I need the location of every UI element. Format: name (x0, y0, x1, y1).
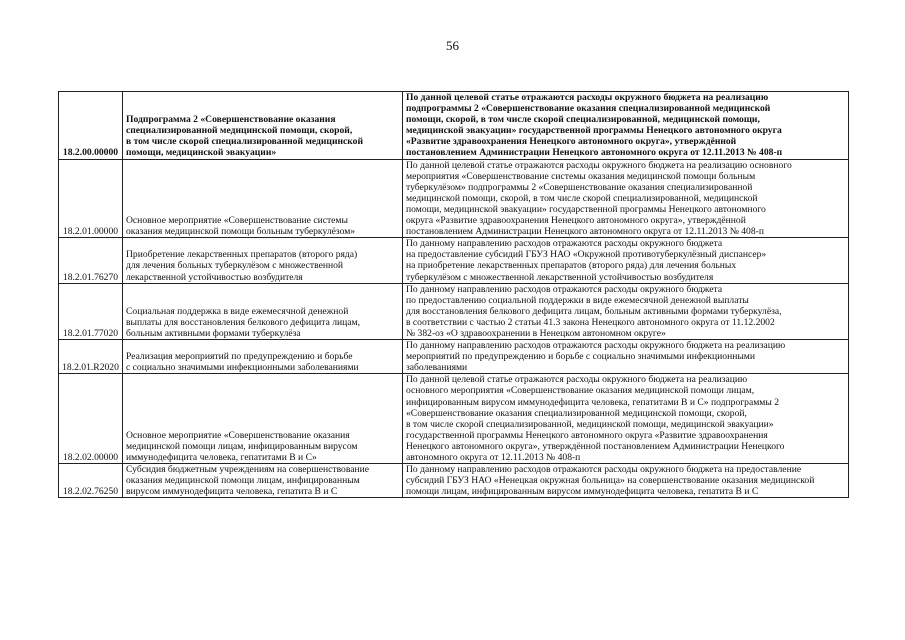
text-line: По данному направлению расходов отражаются расходы окружного бюджета (406, 238, 723, 250)
table-body (59, 92, 849, 498)
text-line: По данной целевой статье отражаются расходы окружного бюджета на реализацию (406, 374, 748, 386)
text-line: медицинской эвакуации» государственной программы Ненецкого автономного округа (406, 125, 782, 137)
text-line: Реализация мероприятий по предупреждению и борьбе (126, 351, 353, 363)
text-line: по предоставлению социальной поддержки в виде ежемесячной денежной выплаты (406, 294, 749, 306)
target-article-code: 18.2.02.00000 (59, 374, 123, 464)
target-article-description (403, 464, 849, 498)
text-line: иммунодефицита человека, гепатитами В и С» (126, 452, 317, 463)
text-line: оказания медицинской помощи больным туберкулёзом» (126, 226, 356, 238)
text-line: вирусом иммунодефицита человека, гепатита В и С (126, 486, 338, 498)
text-line: медицинской помощи, скорой, в том числе скорой специализированной, медицинской (406, 192, 758, 204)
text-line: заболеваниями (406, 362, 468, 374)
text-line: подпрограммы 2 «Совершенствование оказания специализированной медицинской (406, 103, 771, 115)
text-line: инфицированным вирусом иммунодефицита человека, гепатитами В и С» подпрограммы 2 (406, 396, 780, 408)
text-line: По данному направлению расходов отражаются расходы окружного бюджета на предоставление (406, 464, 802, 476)
text-line: для восстановления белкового дефицита лицам, больным активными формами туберкулёза, (406, 305, 782, 317)
text-line: оказания медицинской помощи лицам, инфицированным (126, 475, 360, 487)
text-line: По данной целевой статье отражаются расходы окружного бюджета на реализацию основного (406, 159, 792, 171)
text-line: в том числе скорой специализированной медицинской (126, 136, 363, 148)
target-article-description (403, 340, 849, 374)
text-line: округа «Развитие здравоохранения Ненецкого автономного округа», утверждённой (406, 215, 746, 227)
text-line: помощи, медицинской эвакуации» (126, 147, 277, 159)
text-line: Подпрограмма 2 «Совершенствование оказания (126, 114, 336, 126)
text-line: По данному направлению расходов отражаются расходы окружного бюджета на реализацию (406, 340, 786, 352)
table-row (59, 374, 849, 464)
page-number: 56 (446, 38, 459, 53)
target-article-name (123, 374, 403, 464)
target-article-description (403, 374, 849, 464)
target-article-description (403, 159, 849, 238)
text-line: «Совершенствование оказания специализированной медицинской помощи, скорой, (406, 407, 747, 419)
table-row (59, 238, 849, 283)
target-article-code: 18.2.01.76270 (59, 238, 123, 283)
text-line: Основное мероприятие «Совершенствование системы (126, 215, 348, 227)
target-article-name (123, 464, 403, 498)
target-article-name (123, 340, 403, 374)
target-article-name (123, 283, 403, 339)
text-line: помощи лицам, инфицированным вирусом иммунодефицита человека, гепатита В и С (406, 486, 759, 498)
text-line: постановлением Администрации Ненецкого автономного округа от 12.11.2013 № 408-п (406, 147, 783, 159)
text-line: «Развитие здравоохранения Ненецкого автономного округа», утверждённой (406, 136, 737, 148)
text-line: помощи, медицинской эвакуации» государственной программы Ненецкого автономного (406, 203, 766, 215)
text-line: Приобретение лекарственных препаратов (второго ряда) (126, 249, 358, 261)
text-line: помощи, скорой, в том числе скорой специализированной, медицинской помощи, (406, 114, 760, 126)
text-line: мероприятия «Совершенствование системы оказания медицинской помощи больным (406, 170, 756, 182)
text-line: в соответствии с частью 2 статьи 41.3 закона Ненецкого автономного округа от 11.12.2002 (406, 316, 775, 328)
text-line: лекарственной устойчивостью возбудителя (126, 271, 303, 283)
target-article-name (123, 92, 403, 160)
text-line: По данной целевой статье отражаются расходы окружного бюджета на реализацию (406, 92, 769, 103)
target-article-description (403, 283, 849, 339)
text-line: с социально значимыми инфекционными заболеваниями (126, 362, 359, 374)
table-row (59, 92, 849, 160)
text-line: субсидий ГБУЗ НАО «Ненецкая окружная больница» на совершенствование оказания медицинской (406, 475, 815, 487)
target-article-code: 18.2.01.R2020 (59, 340, 123, 374)
text-line: автономного округа от 12.11.2013 № 408-п (406, 452, 581, 463)
target-article-code: 18.2.00.00000 (59, 92, 123, 160)
target-article-description (403, 238, 849, 283)
text-line: медицинской помощи лицам, инфицированным вирусом (126, 440, 358, 452)
text-line: специализированной медицинской помощи, скорой, (126, 125, 353, 137)
text-line: Ненецкого автономного округа», утверждённой постановлением Администрации Ненецкого (406, 440, 785, 452)
text-line: Основное мероприятие «Совершенствование оказания (126, 429, 350, 441)
table-row (59, 464, 849, 498)
budget-classification-table (58, 91, 849, 498)
text-line: основного мероприятия «Совершенствование оказания медицинской помощи лицам, (406, 385, 755, 397)
target-article-code: 18.2.01.77020 (59, 283, 123, 339)
text-line: мероприятий по предупреждению и борьбе с социально значимыми инфекционными (406, 351, 755, 363)
table-row (59, 159, 849, 238)
text-line: туберкулёзом» подпрограммы 2 «Совершенствование оказания специализированной (406, 181, 753, 193)
text-line: государственной программы Ненецкого автономного округа «Развитие здравоохранения (406, 429, 768, 441)
text-line: на предоставление субсидий ГБУЗ НАО «Окружной противотуберкулёзный диспансер» (406, 249, 767, 261)
text-line: туберкулёзом с множественной лекарственной устойчивостью возбудителя (406, 271, 714, 283)
target-article-name (123, 238, 403, 283)
table-row (59, 340, 849, 374)
target-article-name (123, 159, 403, 238)
target-article-code: 18.2.01.00000 (59, 159, 123, 238)
text-line: Субсидия бюджетным учреждениям на совершенствование (126, 464, 370, 476)
text-line: выплаты для восстановления белкового дефицита лицам, (126, 316, 361, 328)
text-line: постановлением Администрации Ненецкого автономного округа от 12.11.2013 № 408-п (406, 226, 764, 238)
text-line: для лечения больных туберкулёзом с множественной (126, 260, 344, 272)
table-row (59, 283, 849, 339)
text-line: на приобретение лекарственных препаратов (второго ряда) для лечения больных (406, 260, 737, 272)
text-line: больным активными формами туберкулёза (126, 327, 301, 339)
text-line: № 382-оз «О здравоохранении в Ненецком автономном округе» (406, 327, 666, 339)
target-article-description (403, 92, 849, 160)
text-line: По данному направлению расходов отражаются расходы окружного бюджета (406, 283, 723, 295)
target-article-code: 18.2.02.76250 (59, 464, 123, 498)
text-line: в том числе скорой специализированной, медицинской помощи, медицинской эвакуации» (406, 418, 774, 430)
text-line: Социальная поддержка в виде ежемесячной денежной (126, 305, 349, 317)
